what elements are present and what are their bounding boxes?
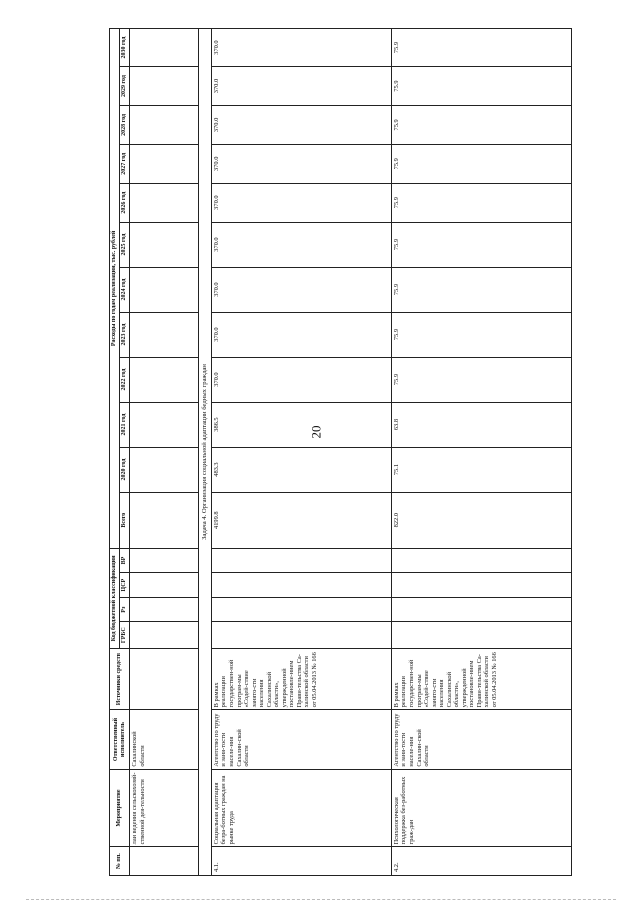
header-year: 2029 год [120, 67, 130, 106]
row-value: 370.0 [211, 29, 391, 67]
header-executor: Ответственный исполнитель [110, 710, 130, 769]
row-value: 75.9 [391, 105, 571, 144]
row-num: 4.1. [211, 847, 391, 876]
row-value: 370.0 [211, 357, 391, 402]
row-value: 75.9 [391, 222, 571, 267]
header-year: 2024 год [120, 267, 130, 312]
scan-edge-line [26, 899, 616, 901]
row-value: 75.9 [391, 183, 571, 222]
row-value: 75.9 [391, 144, 571, 183]
row-value: 75.9 [391, 267, 571, 312]
row-value: 370.0 [211, 144, 391, 183]
stub-executor: Сахалинской области [130, 710, 199, 769]
header-year: 2025 год [120, 222, 130, 267]
stub-event: лаи ведения сельскохозяй-ственной дея-тельности [130, 769, 199, 847]
rotated-table-container [109, 28, 617, 876]
header-grbs: ГРБС [120, 622, 130, 649]
row-value: 370.0 [211, 105, 391, 144]
task-title: Задача 4. Организация социальной адаптации бедных граждан [199, 29, 212, 876]
header-year: 2022 год [120, 357, 130, 402]
task-row [199, 29, 212, 876]
row-value: 370.0 [211, 312, 391, 357]
row-value: 483.3 [211, 447, 391, 492]
row-event: Психологическая поддержка без-работных граж-дан [391, 769, 571, 847]
row-value: 75.1 [391, 447, 571, 492]
header-vr: ВР [120, 548, 130, 573]
header-year: 2023 год [120, 312, 130, 357]
header-year: 2028 год [120, 105, 130, 144]
table-row [211, 29, 391, 876]
row-value: 386.5 [211, 402, 391, 447]
header-num: № пп. [110, 847, 130, 876]
row-value: 370.0 [211, 183, 391, 222]
row-total: 4199.8 [211, 492, 391, 548]
row-value: 75.9 [391, 357, 571, 402]
header-year: 2026 год [120, 183, 130, 222]
row-executor: Агентство по труду и заня-тости населе-ния Сахалин-ской области [391, 710, 571, 769]
header-year: 2021 год [120, 402, 130, 447]
row-total: 822.0 [391, 492, 571, 548]
header-source: Источники средств [110, 648, 130, 709]
row-value: 75.9 [391, 67, 571, 106]
row-num: 4.2. [391, 847, 571, 876]
row-value: 370.0 [211, 222, 391, 267]
row-value: 75.9 [391, 29, 571, 67]
row-value: 63.8 [391, 402, 571, 447]
header-costs: Расходы по годам реализации, тыс. рублей [110, 29, 120, 549]
header-budget-code: Код бюджетной классификации [110, 548, 120, 648]
header-event: Мероприятие [110, 769, 130, 847]
header-rz: Рз [120, 597, 130, 622]
expenses-table [109, 28, 572, 876]
header-year: 2020 год [120, 447, 130, 492]
row-value: 370.0 [211, 267, 391, 312]
header-year: 2030 год [120, 29, 130, 67]
row-event: Социальная адаптация безра-ботных граждан на рынке труда [211, 769, 391, 847]
header-year: 2027 год [120, 144, 130, 183]
table-row [391, 29, 571, 876]
table-row [130, 29, 199, 876]
row-value: 370.0 [211, 67, 391, 106]
header-csr: ЦСР [120, 573, 130, 598]
row-value: 75.9 [391, 312, 571, 357]
page-number: 20 [308, 425, 324, 439]
row-executor: Агентство по труду и заня-тости населе-ния Сахалин-ской области [211, 710, 391, 769]
header-total: Всего [120, 492, 130, 548]
row-source: В рамках реализации государствен-ной програм-мы «Содей-ствие занято-сти населения Сахалинской области», утвержденной постановле-нием Прави-тельства Са-халинской области от 05.04.2013 № 166 [391, 648, 571, 709]
row-source: В рамках реализации государствен-ной програм-мы «Содей-ствие занято-сти населения Сахалинской области», утвержденной постановле-нием Прави-тельства Са-халинской области от 05.04.2013 № 166 [211, 648, 391, 709]
